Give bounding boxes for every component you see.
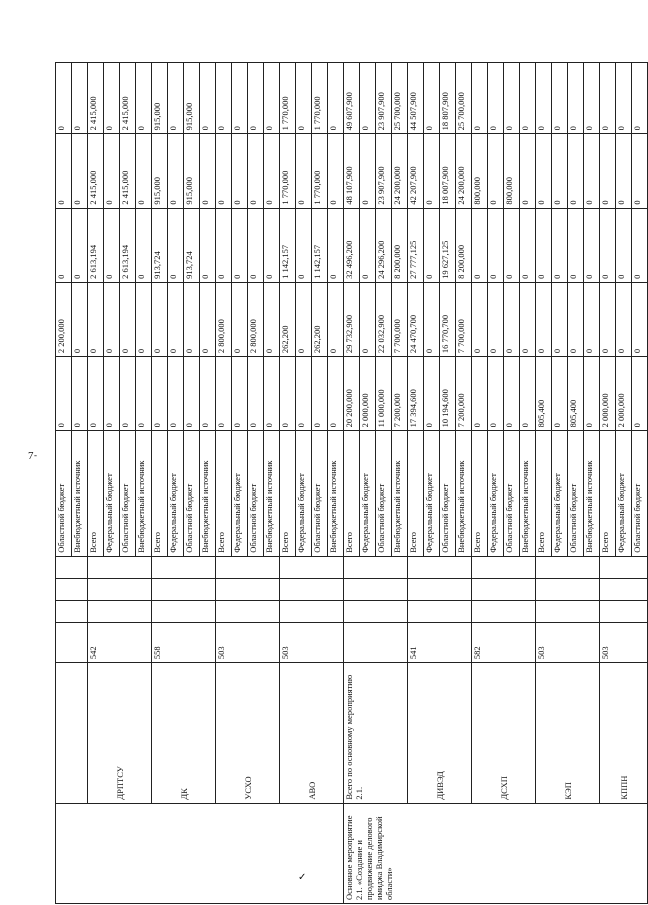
budget-code-cell: 541 — [408, 623, 472, 663]
amount-cell: 0 — [520, 63, 536, 134]
amount-cell: 2 613,194 — [120, 208, 136, 282]
amount-cell: 0 — [504, 282, 520, 356]
amount-cell: 2 415,000 — [120, 134, 136, 208]
amount-cell: 915,000 — [184, 134, 200, 208]
amount-cell: 0 — [584, 208, 600, 282]
funding-source-cell: Внебюджетный источник — [520, 431, 536, 556]
amount-cell: 48 107,900 — [344, 134, 360, 208]
amount-cell: 0 — [56, 134, 72, 208]
empty-code-cell — [472, 578, 536, 600]
amount-cell: 800,000 — [504, 134, 520, 208]
budget-code-cell: 503 — [216, 623, 280, 663]
amount-cell: 0 — [216, 63, 232, 134]
funding-source-cell: Федеральный бюджет — [360, 431, 376, 556]
amount-cell: 18 807,900 — [440, 63, 456, 134]
budget-table — [55, 62, 648, 904]
amount-cell: 0 — [488, 282, 504, 356]
amount-cell: 0 — [584, 134, 600, 208]
funding-source-cell: Федеральный бюджет — [232, 431, 248, 556]
amount-cell: 0 — [504, 208, 520, 282]
amount-cell: 8 200,000 — [456, 208, 472, 282]
funding-source-cell: Федеральный бюджет — [168, 431, 184, 556]
empty-code-cell — [152, 556, 216, 578]
amount-cell: 0 — [216, 134, 232, 208]
empty-code-cell — [600, 578, 648, 600]
amount-cell: 8 200,000 — [392, 208, 408, 282]
amount-cell: 0 — [232, 208, 248, 282]
executor-cell: ДСХП — [472, 663, 536, 804]
amount-cell: 1 770,000 — [312, 134, 328, 208]
amount-cell: 0 — [184, 357, 200, 431]
amount-cell: 0 — [168, 208, 184, 282]
amount-cell: 0 — [216, 357, 232, 431]
amount-cell: 1 770,000 — [312, 63, 328, 134]
amount-cell: 0 — [360, 282, 376, 356]
amount-cell: 0 — [168, 63, 184, 134]
funding-source-cell: Всего — [344, 431, 360, 556]
amount-cell: 0 — [168, 282, 184, 356]
funding-source-cell: Областной бюджет — [120, 431, 136, 556]
funding-source-cell: Всего — [600, 431, 616, 556]
amount-cell: 0 — [248, 63, 264, 134]
amount-cell: 0 — [200, 208, 216, 282]
executor-cell: АВО — [280, 663, 344, 804]
amount-cell: 2 415,000 — [88, 134, 104, 208]
amount-cell: 0 — [488, 63, 504, 134]
amount-cell: 0 — [72, 357, 88, 431]
funding-source-cell: Внебюджетный источник — [136, 431, 152, 556]
funding-source-cell: Внебюджетный источник — [392, 431, 408, 556]
amount-cell: 0 — [104, 63, 120, 134]
table-row — [344, 63, 360, 904]
amount-cell: 22 032,900 — [376, 282, 392, 356]
amount-cell: 2 415,000 — [120, 63, 136, 134]
amount-cell: 0 — [104, 134, 120, 208]
amount-cell: 44 507,900 — [408, 63, 424, 134]
amount-cell: 0 — [328, 357, 344, 431]
empty-code-cell — [56, 578, 88, 600]
amount-cell: 0 — [264, 208, 280, 282]
budget-code-cell: 503 — [600, 623, 648, 663]
amount-cell: 25 700,000 — [456, 63, 472, 134]
executor-cell: УСХО — [216, 663, 280, 804]
amount-cell: 0 — [232, 134, 248, 208]
amount-cell: 0 — [248, 134, 264, 208]
amount-cell: 0 — [584, 63, 600, 134]
amount-cell: 0 — [600, 134, 616, 208]
funding-source-cell: Областной бюджет — [184, 431, 200, 556]
amount-cell: 0 — [488, 357, 504, 431]
amount-cell: 16 770,700 — [440, 282, 456, 356]
funding-source-cell: Федеральный бюджет — [424, 431, 440, 556]
table-row — [216, 63, 232, 904]
amount-cell: 7 700,000 — [456, 282, 472, 356]
funding-source-cell: Всего — [216, 431, 232, 556]
amount-cell: 20 200,000 — [344, 357, 360, 431]
amount-cell: 0 — [472, 357, 488, 431]
funding-source-cell: Внебюджетный источник — [456, 431, 472, 556]
amount-cell: 1 770,000 — [280, 134, 296, 208]
amount-cell: 0 — [296, 63, 312, 134]
amount-cell: 0 — [552, 134, 568, 208]
amount-cell: 1 142,157 — [312, 208, 328, 282]
amount-cell: 0 — [280, 357, 296, 431]
amount-cell: 0 — [488, 134, 504, 208]
amount-cell: 0 — [520, 282, 536, 356]
amount-cell: 7 200,000 — [456, 357, 472, 431]
funding-source-cell: Всего — [88, 431, 104, 556]
amount-cell: 2 613,194 — [88, 208, 104, 282]
empty-code-cell — [216, 600, 280, 622]
empty-code-cell — [216, 556, 280, 578]
amount-cell: 0 — [248, 357, 264, 431]
empty-code-cell — [280, 578, 344, 600]
amount-cell: 0 — [424, 63, 440, 134]
amount-cell: 17 394,600 — [408, 357, 424, 431]
funding-source-cell: Внебюджетный источник — [72, 431, 88, 556]
funding-source-cell: Всего — [408, 431, 424, 556]
amount-cell: 0 — [200, 282, 216, 356]
amount-cell: 0 — [136, 208, 152, 282]
funding-source-cell: Областной бюджет — [504, 431, 520, 556]
page-number: 7 — [28, 450, 34, 462]
amount-cell: 0 — [568, 63, 584, 134]
amount-cell: 915,000 — [152, 134, 168, 208]
amount-cell: 0 — [632, 208, 648, 282]
amount-cell: 0 — [296, 282, 312, 356]
amount-cell: 262,200 — [280, 282, 296, 356]
amount-cell: 27 777,125 — [408, 208, 424, 282]
amount-cell: 0 — [88, 282, 104, 356]
amount-cell: 0 — [552, 357, 568, 431]
amount-cell: 7 200,000 — [392, 357, 408, 431]
amount-cell: 0 — [296, 357, 312, 431]
amount-cell: 805,400 — [536, 357, 552, 431]
table-row — [600, 63, 616, 904]
executor-cell: КЭП — [536, 663, 600, 804]
table-row — [536, 63, 552, 904]
executor-cell: ДРПТСУ — [88, 663, 152, 804]
table-row — [56, 63, 72, 904]
funding-source-cell: Всего — [536, 431, 552, 556]
empty-code-cell — [344, 578, 408, 600]
amount-cell: 0 — [72, 208, 88, 282]
amount-cell: 0 — [552, 282, 568, 356]
amount-cell: 0 — [472, 282, 488, 356]
amount-cell: 0 — [264, 134, 280, 208]
amount-cell: 0 — [424, 357, 440, 431]
amount-cell: 2 200,000 — [56, 282, 72, 356]
amount-cell: 913,724 — [152, 208, 168, 282]
amount-cell: 32 496,200 — [344, 208, 360, 282]
empty-code-cell — [344, 556, 408, 578]
main-event-name-cell — [56, 803, 344, 903]
budget-code-cell — [56, 623, 88, 663]
amount-cell: 0 — [232, 357, 248, 431]
table-row — [280, 63, 296, 904]
amount-cell: 0 — [616, 134, 632, 208]
funding-source-cell: Внебюджетный источник — [264, 431, 280, 556]
amount-cell: 24 296,200 — [376, 208, 392, 282]
main-event-name-cell: Основное мероприятие 2.1. «Создание и продвижение делового имиджа Владимирской области» — [344, 803, 648, 903]
amount-cell: 1 142,157 — [280, 208, 296, 282]
budget-code-cell: 582 — [472, 623, 536, 663]
funding-source-cell: Всего — [280, 431, 296, 556]
empty-code-cell — [472, 600, 536, 622]
amount-cell: 0 — [504, 63, 520, 134]
executor-cell: Всего по основному мероприятию 2.1. — [344, 663, 408, 804]
amount-cell: 0 — [616, 63, 632, 134]
amount-cell: 0 — [632, 134, 648, 208]
table-row — [152, 63, 168, 904]
amount-cell: 24 200,000 — [392, 134, 408, 208]
funding-source-cell: Внебюджетный источник — [584, 431, 600, 556]
amount-cell: 0 — [520, 134, 536, 208]
amount-cell: 0 — [152, 357, 168, 431]
amount-cell: 0 — [104, 357, 120, 431]
amount-cell: 0 — [88, 357, 104, 431]
amount-cell: 24 200,000 — [456, 134, 472, 208]
amount-cell: 0 — [264, 357, 280, 431]
empty-code-cell — [536, 578, 600, 600]
funding-source-cell: Областной бюджет — [440, 431, 456, 556]
amount-cell: 0 — [152, 282, 168, 356]
budget-code-cell: 542 — [88, 623, 152, 663]
amount-cell: 0 — [360, 134, 376, 208]
amount-cell: 0 — [536, 282, 552, 356]
funding-source-cell: Областной бюджет — [376, 431, 392, 556]
amount-cell: 0 — [56, 208, 72, 282]
amount-cell: 0 — [328, 134, 344, 208]
amount-cell: 0 — [168, 357, 184, 431]
rotated-page — [55, 62, 642, 904]
amount-cell: 0 — [216, 208, 232, 282]
amount-cell: 0 — [136, 357, 152, 431]
table-row — [88, 63, 104, 904]
amount-cell: 0 — [72, 63, 88, 134]
table-row — [408, 63, 424, 904]
empty-code-cell — [88, 600, 152, 622]
empty-code-cell — [600, 556, 648, 578]
amount-cell: 0 — [584, 357, 600, 431]
amount-cell: 0 — [424, 208, 440, 282]
empty-code-cell — [344, 600, 408, 622]
empty-code-cell — [600, 600, 648, 622]
amount-cell: 7 700,000 — [392, 282, 408, 356]
amount-cell: 49 607,900 — [344, 63, 360, 134]
funding-source-cell: Областной бюджет — [568, 431, 584, 556]
amount-cell: 0 — [296, 208, 312, 282]
amount-cell: 0 — [72, 134, 88, 208]
amount-cell: 0 — [72, 282, 88, 356]
funding-source-cell: Федеральный бюджет — [616, 431, 632, 556]
executor-cell — [56, 663, 88, 804]
amount-cell: 2 415,000 — [88, 63, 104, 134]
empty-code-cell — [280, 600, 344, 622]
funding-source-cell: Областной бюджет — [56, 431, 72, 556]
amount-cell: 10 194,600 — [440, 357, 456, 431]
amount-cell: 0 — [584, 282, 600, 356]
empty-code-cell — [152, 578, 216, 600]
funding-source-cell: Внебюджетный источник — [328, 431, 344, 556]
amount-cell: 0 — [360, 208, 376, 282]
funding-source-cell: Областной бюджет — [632, 431, 648, 556]
budget-code-cell: 558 — [152, 623, 216, 663]
amount-cell: 913,724 — [184, 208, 200, 282]
amount-cell: 0 — [296, 134, 312, 208]
empty-code-cell — [88, 556, 152, 578]
amount-cell: 0 — [264, 63, 280, 134]
amount-cell: 0 — [488, 208, 504, 282]
amount-cell: 915,000 — [152, 63, 168, 134]
funding-source-cell: Внебюджетный источник — [200, 431, 216, 556]
executor-cell: КППН — [600, 663, 648, 804]
amount-cell: 0 — [632, 282, 648, 356]
amount-cell: 0 — [312, 357, 328, 431]
amount-cell: 0 — [200, 357, 216, 431]
amount-cell: 0 — [520, 208, 536, 282]
funding-source-cell: Областной бюджет — [312, 431, 328, 556]
amount-cell: 25 700,000 — [392, 63, 408, 134]
amount-cell: 0 — [248, 208, 264, 282]
empty-code-cell — [536, 556, 600, 578]
amount-cell: 2 800,000 — [216, 282, 232, 356]
amount-cell: 0 — [472, 63, 488, 134]
amount-cell: 0 — [56, 63, 72, 134]
amount-cell: 11 000,000 — [376, 357, 392, 431]
amount-cell: 0 — [184, 282, 200, 356]
executor-cell: ДИВЭД — [408, 663, 472, 804]
page-mark: - — [34, 450, 37, 460]
amount-cell: 0 — [232, 282, 248, 356]
budget-code-cell: 503 — [280, 623, 344, 663]
amount-cell: 0 — [504, 357, 520, 431]
amount-cell: 23 907,900 — [376, 63, 392, 134]
amount-cell: 2 000,000 — [360, 357, 376, 431]
empty-code-cell — [56, 556, 88, 578]
amount-cell: 0 — [200, 63, 216, 134]
amount-cell: 23 907,900 — [376, 134, 392, 208]
amount-cell: 0 — [616, 282, 632, 356]
funding-source-cell: Всего — [472, 431, 488, 556]
funding-source-cell: Всего — [152, 431, 168, 556]
amount-cell: 2 000,000 — [600, 357, 616, 431]
amount-cell: 0 — [360, 63, 376, 134]
amount-cell: 0 — [520, 357, 536, 431]
amount-cell: 805,400 — [568, 357, 584, 431]
amount-cell: 0 — [136, 63, 152, 134]
amount-cell: 0 — [568, 134, 584, 208]
amount-cell: 0 — [536, 208, 552, 282]
amount-cell: 0 — [328, 63, 344, 134]
amount-cell: 0 — [168, 134, 184, 208]
amount-cell: 0 — [424, 282, 440, 356]
amount-cell: 0 — [616, 208, 632, 282]
funding-source-cell: Областной бюджет — [248, 431, 264, 556]
empty-code-cell — [536, 600, 600, 622]
empty-code-cell — [472, 556, 536, 578]
funding-source-cell: Федеральный бюджет — [488, 431, 504, 556]
empty-code-cell — [408, 600, 472, 622]
amount-cell: 800,000 — [472, 134, 488, 208]
funding-source-cell: Федеральный бюджет — [104, 431, 120, 556]
checkmark: ✓ — [298, 872, 307, 883]
amount-cell: 0 — [136, 134, 152, 208]
amount-cell: 0 — [552, 63, 568, 134]
amount-cell: 0 — [568, 282, 584, 356]
amount-cell: 262,200 — [312, 282, 328, 356]
funding-source-cell: Федеральный бюджет — [552, 431, 568, 556]
executor-cell: ДК — [152, 663, 216, 804]
amount-cell: 2 800,000 — [248, 282, 264, 356]
amount-cell: 0 — [472, 208, 488, 282]
empty-code-cell — [408, 578, 472, 600]
amount-cell: 1 770,000 — [280, 63, 296, 134]
amount-cell: 0 — [56, 357, 72, 431]
amount-cell: 0 — [552, 208, 568, 282]
amount-cell: 18 007,900 — [440, 134, 456, 208]
amount-cell: 915,000 — [184, 63, 200, 134]
empty-code-cell — [216, 578, 280, 600]
amount-cell: 0 — [536, 134, 552, 208]
amount-cell: 0 — [264, 282, 280, 356]
amount-cell: 0 — [136, 282, 152, 356]
amount-cell: 0 — [536, 63, 552, 134]
amount-cell: 0 — [600, 282, 616, 356]
budget-code-cell: 503 — [536, 623, 600, 663]
amount-cell: 0 — [104, 208, 120, 282]
amount-cell: 0 — [104, 282, 120, 356]
empty-code-cell — [88, 578, 152, 600]
empty-code-cell — [408, 556, 472, 578]
amount-cell: 42 207,900 — [408, 134, 424, 208]
amount-cell: 19 627,125 — [440, 208, 456, 282]
amount-cell: 0 — [424, 134, 440, 208]
amount-cell: 0 — [632, 63, 648, 134]
funding-source-cell: Федеральный бюджет — [296, 431, 312, 556]
amount-cell: 0 — [120, 282, 136, 356]
amount-cell: 0 — [600, 208, 616, 282]
amount-cell: 0 — [600, 63, 616, 134]
amount-cell: 0 — [328, 282, 344, 356]
amount-cell: 0 — [568, 208, 584, 282]
amount-cell: 0 — [232, 63, 248, 134]
empty-code-cell — [152, 600, 216, 622]
amount-cell: 0 — [328, 208, 344, 282]
table-row — [472, 63, 488, 904]
empty-code-cell — [280, 556, 344, 578]
amount-cell: 24 470,700 — [408, 282, 424, 356]
amount-cell: 0 — [632, 357, 648, 431]
budget-code-cell — [344, 623, 408, 663]
amount-cell: 0 — [120, 357, 136, 431]
amount-cell: 2 000,000 — [616, 357, 632, 431]
empty-code-cell — [56, 600, 88, 622]
amount-cell: 29 732,900 — [344, 282, 360, 356]
amount-cell: 0 — [200, 134, 216, 208]
